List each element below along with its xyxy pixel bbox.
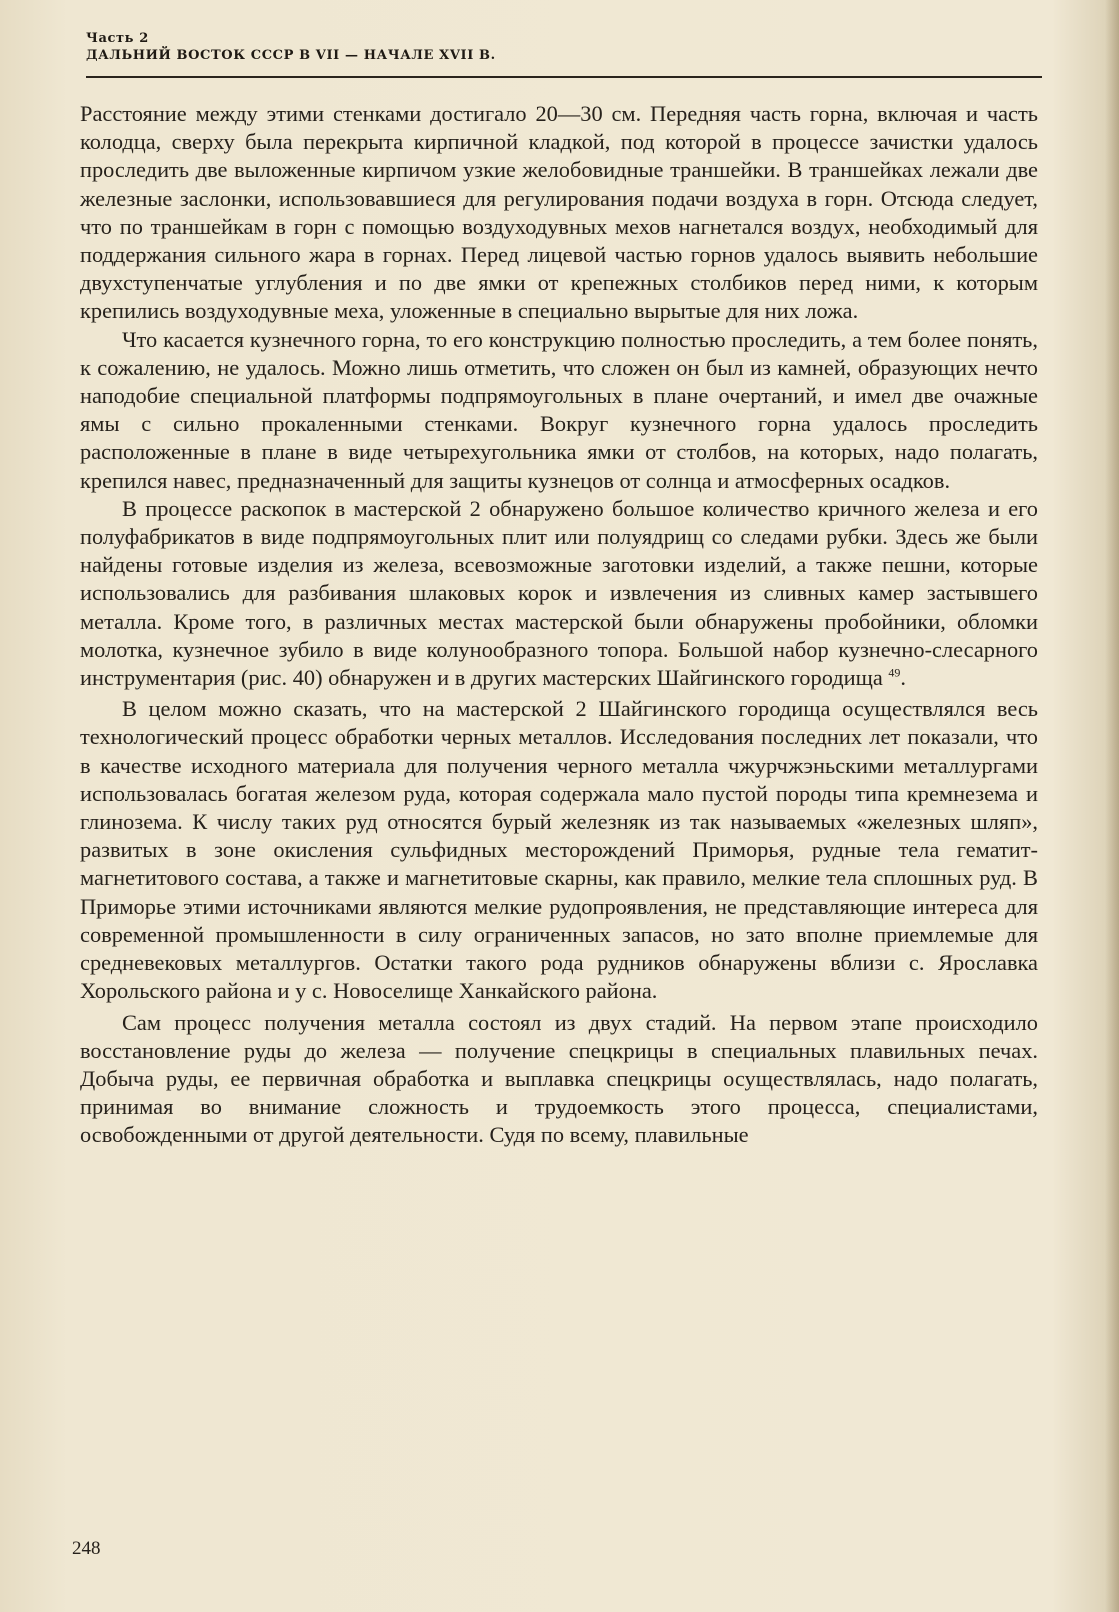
- paragraph-3-text: В процессе раскопок в мастерской 2 обнаружено большое количество кричного железа и его полуфабрикатов в виде подпрямоугольных плит или полуядрищ со следами рубки. Здесь же были найдены готовые изделия из железа, всевозможные заготовки изделий, а также пешни, которые использовались для разбивания шлаковых корок и извлечения из сливных камер застывшего металла. Кроме того, в различных местах мастерской были обнаружены пробойники, обломки молотка, кузнечное зубило в виде колунообразного топора. Большой набор кузнечно-слесарного инструментария (рис. 40) обнаружен и в других мастерских Шайгинского городища: [80, 495, 1038, 691]
- header-rule: [86, 76, 1042, 78]
- paragraph-1: Расстояние между этими стенками достигало 20—30 см. Передняя часть горна, включая и часть колодца, сверху была перекрыта кирпичной кладкой, под которой в процессе зачистки удалось проследить две выложенные кирпичом узкие желобовидные траншейки. В траншейках лежали две железные заслонки, использовавшиеся для регулирования подачи воздуха в горн. Отсюда следует, что по траншейкам в горн с помощью воздуходувных мехов нагнетался воздух, необходимый для поддержания сильного жара в горнах. Перед лицевой частью горнов удалось выявить небольшие двухступенчатые углубления и по две ямки от крепежных столбиков перед ними, к которым крепились воздуходувные меха, уложенные в специально вырытые для них ложа.: [80, 101, 1038, 324]
- running-header: [86, 30, 1042, 64]
- paragraph-3: [80, 495, 1038, 692]
- footnote-ref: 49: [888, 665, 901, 680]
- paragraph-5: Сам процесс получения металла состоял из двух стадий. На первом этапе происходило восстановление руды до железа — получение спецкрицы в специальных плавильных печах. Добыча руды, ее первичная обработка и выплавка спецкрицы осуществлялась, надо полагать, принимая во внимание сложность и трудоемкость этого процесса, специалистами, освобожденными от другой деятельности. Судя по всему, плавильные: [80, 1009, 1038, 1148]
- header-title: ДАЛЬНИЙ ВОСТОК СССР В VII — НАЧАЛЕ XVII В.: [86, 48, 496, 63]
- paragraph-3-tail: .: [900, 665, 907, 691]
- paragraph-4: В целом можно сказать, что на мастерской 2 Шайгинского городища осуществлялся весь технологический процесс обработки черных металлов. Исследования последних лет показали, что в качестве исходного материала для получения черного металла чжурчжэньскими металлургами использовалась богатая железом руда, которая содержала мало пустой породы типа кремнезема и глинозема. К числу таких руд относятся бурый железняк из так называемых «железных шляп», развитых в зоне окисления сульфидных месторождений Приморья, рудные тела гематит-магнетитового состава, а также и магнетитовые скарны, как правило, мелкие тела сплошных руд. В Приморье этими источниками являются мелкие рудопроявления, не представляющие интереса для современной промышленности в силу ограниченных запасов, но зато вполне приемлемые для средневековых металлургов. Остатки такого рода рудников обнаружены вблизи с. Ярославка Хорольского района и у с. Новоселище Ханкайского района.: [80, 696, 1038, 1004]
- main-text: [80, 100, 1038, 1150]
- page-number: 248: [72, 1538, 101, 1559]
- paragraph-2: Что касается кузнечного горна, то его конструкцию полностью проследить, а тем более понять, к сожалению, не удалось. Можно лишь отметить, что сложен он был из камней, образующих нечто наподобие специальной платформы подпрямоугольных в плане очертаний, и имел две очажные ямы с сильно прокаленными стенками. Вокруг кузнечного горна удалось проследить расположенные в плане в виде четырехугольника ямки от столбов, на которых, надо полагать, крепился навес, предназначенный для защиты кузнецов от солнца и атмосферных осадков.: [80, 326, 1038, 493]
- header-part: Часть 2: [86, 31, 149, 46]
